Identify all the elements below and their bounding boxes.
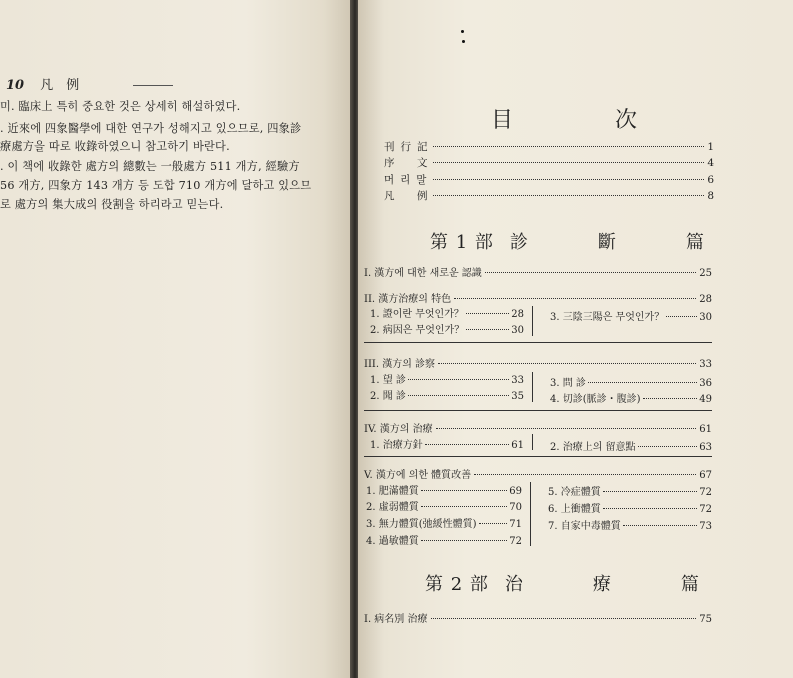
part2-heading: [425, 570, 725, 596]
toc-item-label: 4. 切診(脈診・腹診): [550, 394, 641, 405]
toc-item-label: 2. 聞 診: [370, 391, 406, 402]
toc-item[interactable]: [550, 390, 712, 404]
section-rule: [364, 410, 712, 411]
toc-entry-label: 凡 例: [384, 190, 434, 202]
toc-item[interactable]: [370, 436, 524, 450]
toc-item-page: 72: [509, 536, 522, 547]
column-divider: [530, 482, 531, 546]
toc-entry[interactable]: [384, 139, 714, 153]
toc-item[interactable]: [370, 305, 524, 319]
section-rule: [364, 342, 712, 343]
toc-item[interactable]: [370, 371, 524, 385]
leader-dots: [433, 162, 704, 163]
leader-dots: [466, 313, 509, 314]
toc-item-page: 72: [699, 504, 712, 515]
toc-entry-page: 1: [707, 141, 714, 153]
toc-entry[interactable]: [384, 172, 714, 186]
leader-dots: [436, 428, 697, 429]
running-title: 凡 例: [40, 78, 80, 93]
toc-item-page: 33: [511, 375, 524, 386]
toc-item-label: 3. 問 診: [550, 378, 586, 389]
leader-dots: [603, 491, 698, 492]
part1-label: 第 1 部: [430, 232, 494, 253]
toc-section[interactable]: [364, 466, 712, 480]
toc-item-page: 30: [699, 312, 712, 323]
toc-section[interactable]: [364, 610, 712, 624]
leader-dots: [438, 363, 696, 364]
leader-dots: [623, 525, 698, 526]
body-line: 미. 臨床上 특히 중요한 것은 상세히 해설하였다.: [0, 100, 241, 113]
toc-item[interactable]: [548, 500, 712, 514]
toc-section-label: V. 漢方에 의한 體質改善: [364, 470, 472, 481]
leader-dots: [588, 382, 697, 383]
toc-entry[interactable]: [384, 155, 714, 169]
toc-item-label: 7. 自家中毒體質: [548, 521, 621, 532]
toc-section[interactable]: [364, 290, 712, 304]
toc-entry-label: 머리말: [384, 174, 433, 186]
toc-entry-page: 6: [707, 174, 714, 186]
leader-dots: [474, 474, 696, 475]
toc-item[interactable]: [366, 515, 522, 529]
toc-item-page: 73: [699, 521, 712, 532]
toc-entry-label: 序 文: [384, 157, 434, 169]
toc-section-page: 33: [699, 359, 712, 370]
toc-item-page: 61: [511, 440, 524, 451]
leader-dots: [433, 179, 704, 180]
toc-item-page: 63: [699, 442, 712, 453]
toc-item[interactable]: [550, 374, 712, 388]
body-line: 로 處方의 集大成의 役割을 하리라고 믿는다.: [0, 198, 224, 211]
leader-dots: [408, 395, 509, 396]
toc-section-label: I. 病名別 治療: [364, 614, 428, 625]
body-line: . 近來에 四象醫學에 대한 연구가 성해지고 있으므로, 四象診: [0, 122, 302, 135]
leader-dots: [421, 490, 508, 491]
body-line: 療處方을 따로 收錄하였으니 참고하기 바란다.: [0, 140, 230, 153]
header-rule: [133, 85, 173, 86]
toc-item-page: 49: [699, 394, 712, 405]
toc-item[interactable]: [366, 532, 522, 546]
toc-entry-label: 刊行記: [384, 141, 434, 153]
toc-item[interactable]: [366, 482, 522, 496]
toc-item-page: 71: [509, 519, 522, 530]
leader-dots: [466, 329, 509, 330]
ink-dot: [461, 30, 464, 33]
toc-section-label: IV. 漢方의 治療: [364, 424, 433, 435]
toc-section-label: III. 漢方의 診察: [364, 359, 436, 370]
toc-item[interactable]: [550, 308, 712, 322]
toc-item-label: 5. 冷症體質: [548, 487, 601, 498]
toc-section-page: 28: [699, 294, 712, 305]
toc-section[interactable]: [364, 355, 712, 369]
toc-entry-page: 4: [707, 157, 714, 169]
toc-section-label: I. 漢方에 대한 새로운 認識: [364, 268, 482, 279]
leader-dots: [666, 316, 697, 317]
toc-item-page: 30: [511, 325, 524, 336]
column-divider: [532, 372, 533, 402]
toc-item-label: 2. 虛弱體質: [366, 502, 419, 513]
toc-item-label: 2. 病因은 무엇인가？: [370, 325, 465, 336]
column-divider: [532, 434, 533, 450]
leader-dots: [425, 444, 510, 445]
toc-item-label: 2. 治療上의 留意點: [550, 442, 636, 453]
leader-dots: [643, 398, 698, 399]
toc-item-page: 36: [699, 378, 712, 389]
leader-dots: [479, 523, 508, 524]
leader-dots: [421, 540, 508, 541]
running-header: [6, 74, 173, 93]
leader-dots: [431, 618, 697, 619]
toc-item[interactable]: [550, 438, 712, 452]
section-rule: [364, 456, 712, 457]
toc-section[interactable]: [364, 420, 712, 434]
left-page: [0, 0, 352, 678]
toc-item[interactable]: [548, 517, 712, 531]
toc-item-label: 1. 治療方針: [370, 440, 423, 451]
part1-title: 診 斷 篇: [509, 232, 730, 253]
toc-item[interactable]: [370, 387, 524, 401]
part2-label: 第 2 部: [425, 574, 489, 595]
toc-item-label: 1. 證이란 무엇인가？: [370, 309, 464, 320]
toc-section-page: 61: [699, 424, 712, 435]
toc-entry-page: 8: [707, 190, 714, 202]
body-line: 56 개方, 四象方 143 개方 등 도합 710 개方에 달하고 있으므: [0, 179, 312, 192]
toc-item-label: 1. 肥滿體質: [366, 486, 419, 497]
column-divider: [532, 306, 533, 336]
toc-section-page: 75: [699, 614, 712, 625]
leader-dots: [408, 379, 509, 380]
toc-item[interactable]: [366, 498, 522, 512]
toc-item-label: 6. 上衝體質: [548, 504, 601, 515]
leader-dots: [603, 508, 698, 509]
leader-dots: [421, 506, 508, 507]
page-number: 10: [6, 78, 25, 93]
leader-dots: [454, 298, 696, 299]
toc-section-page: 25: [699, 268, 712, 279]
toc-item-page: 35: [511, 391, 524, 402]
toc-item[interactable]: [548, 483, 712, 497]
toc-entry[interactable]: [384, 188, 714, 202]
leader-dots: [638, 446, 698, 447]
leader-dots: [433, 146, 704, 147]
toc-item-page: 28: [511, 309, 524, 320]
part2-title: 治 療 篇: [504, 574, 725, 595]
toc-section[interactable]: [364, 264, 712, 278]
toc-item-page: 70: [509, 502, 522, 513]
toc-item[interactable]: [370, 321, 524, 335]
toc-item-label: 3. 無力體質(弛緩性體質): [366, 519, 477, 530]
toc-section-page: 67: [699, 470, 712, 481]
ink-dot: [462, 40, 465, 43]
toc-item-label: 3. 三陰三陽은 무엇인가？: [550, 312, 665, 323]
toc-item-label: 4. 過敏體質: [366, 536, 419, 547]
leader-dots: [433, 195, 704, 196]
toc-item-page: 69: [509, 486, 522, 497]
leader-dots: [485, 272, 696, 273]
body-line: . 이 책에 收錄한 處方의 總數는 一般處方 511 개方, 經驗方: [0, 160, 300, 173]
toc-section-label: II. 漢方治療의 特色: [364, 294, 452, 305]
part1-heading: [430, 228, 730, 254]
toc-title: 目 次: [491, 108, 678, 133]
toc-item-page: 72: [699, 487, 712, 498]
toc-item-label: 1. 望 診: [370, 375, 406, 386]
